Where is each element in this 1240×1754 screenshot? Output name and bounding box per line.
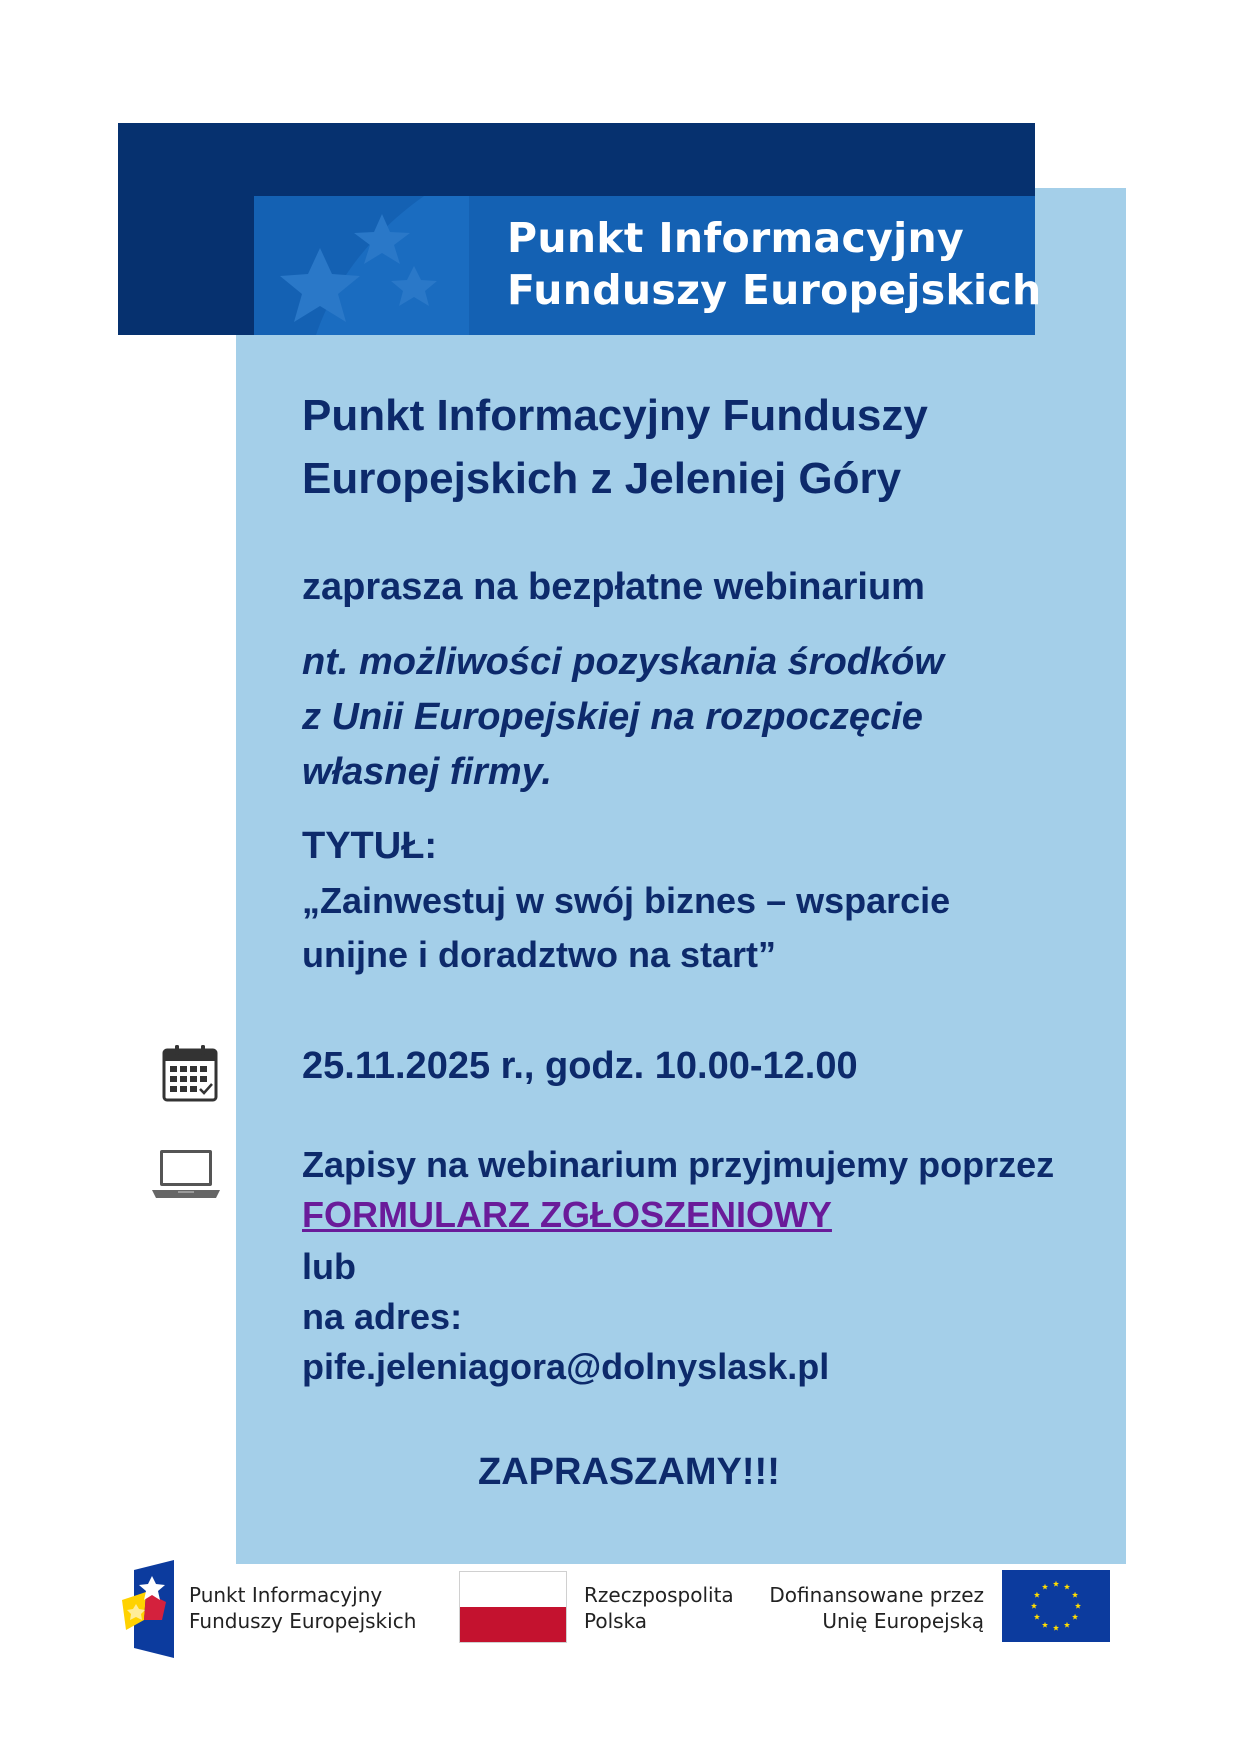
fe-logo-mark-icon bbox=[122, 1560, 174, 1658]
main-title-line2: Europejskich z Jeleniej Góry bbox=[302, 454, 902, 503]
subject-line2: z Unii Europejskiej na rozpoczęcie bbox=[302, 696, 923, 738]
contact-email[interactable]: pife.jeleniagora@dolnyslask.pl bbox=[302, 1346, 830, 1387]
rp-logo-line2: Polska bbox=[584, 1609, 648, 1633]
closing-text: ZAPRASZAMY!!! bbox=[478, 1451, 780, 1493]
flag-white-stripe bbox=[460, 1572, 566, 1607]
signup-text: Zapisy na webinarium przyjmujemy poprzez bbox=[302, 1144, 1055, 1185]
laptop-icon bbox=[150, 1148, 222, 1200]
eu-logo-text bbox=[769, 1582, 984, 1634]
fe-stars-watermark-icon bbox=[254, 196, 469, 335]
title-value-line1: „Zainwestuj w swój biznes – wsparcie bbox=[302, 880, 951, 921]
fe-logo-text bbox=[189, 1582, 416, 1634]
title-label: TYTUŁ: bbox=[302, 825, 438, 867]
or-text: lub bbox=[302, 1246, 356, 1287]
title-value bbox=[302, 874, 950, 982]
subject-line1: nt. możliwości pozyskania środków bbox=[302, 641, 944, 683]
flag-red-stripe bbox=[460, 1607, 566, 1642]
header-title-line2: Funduszy Europejskich bbox=[507, 266, 1042, 314]
invite-text: zaprasza na bezpłatne webinarium bbox=[302, 566, 925, 608]
main-title bbox=[302, 384, 928, 510]
address-label: na adres: bbox=[302, 1296, 463, 1337]
fe-logo-line1: Punkt Informacyjny bbox=[189, 1583, 383, 1607]
subject-line3: własnej firmy. bbox=[302, 751, 552, 793]
event-date: 25.11.2025 r., godz. 10.00-12.00 bbox=[302, 1045, 858, 1087]
header-title bbox=[507, 212, 1041, 316]
eu-logo-line2: Unię Europejską bbox=[822, 1609, 984, 1633]
eu-logo-line1: Dofinansowane przez bbox=[769, 1583, 984, 1607]
calendar-icon bbox=[162, 1044, 218, 1102]
polish-flag-icon bbox=[459, 1571, 567, 1643]
rp-logo-text bbox=[584, 1582, 734, 1634]
header-title-line1: Punkt Informacyjny bbox=[507, 214, 965, 262]
title-value-line2: unijne i doradztwo na start” bbox=[302, 934, 777, 975]
eu-flag-icon bbox=[1002, 1570, 1110, 1642]
fe-logo-line2: Funduszy Europejskich bbox=[189, 1609, 417, 1633]
main-title-line1: Punkt Informacyjny Funduszy bbox=[302, 391, 928, 440]
rp-logo-line1: Rzeczpospolita bbox=[584, 1583, 734, 1607]
registration-form-link[interactable]: FORMULARZ ZGŁOSZENIOWY bbox=[302, 1194, 832, 1235]
subject-text bbox=[302, 635, 944, 800]
